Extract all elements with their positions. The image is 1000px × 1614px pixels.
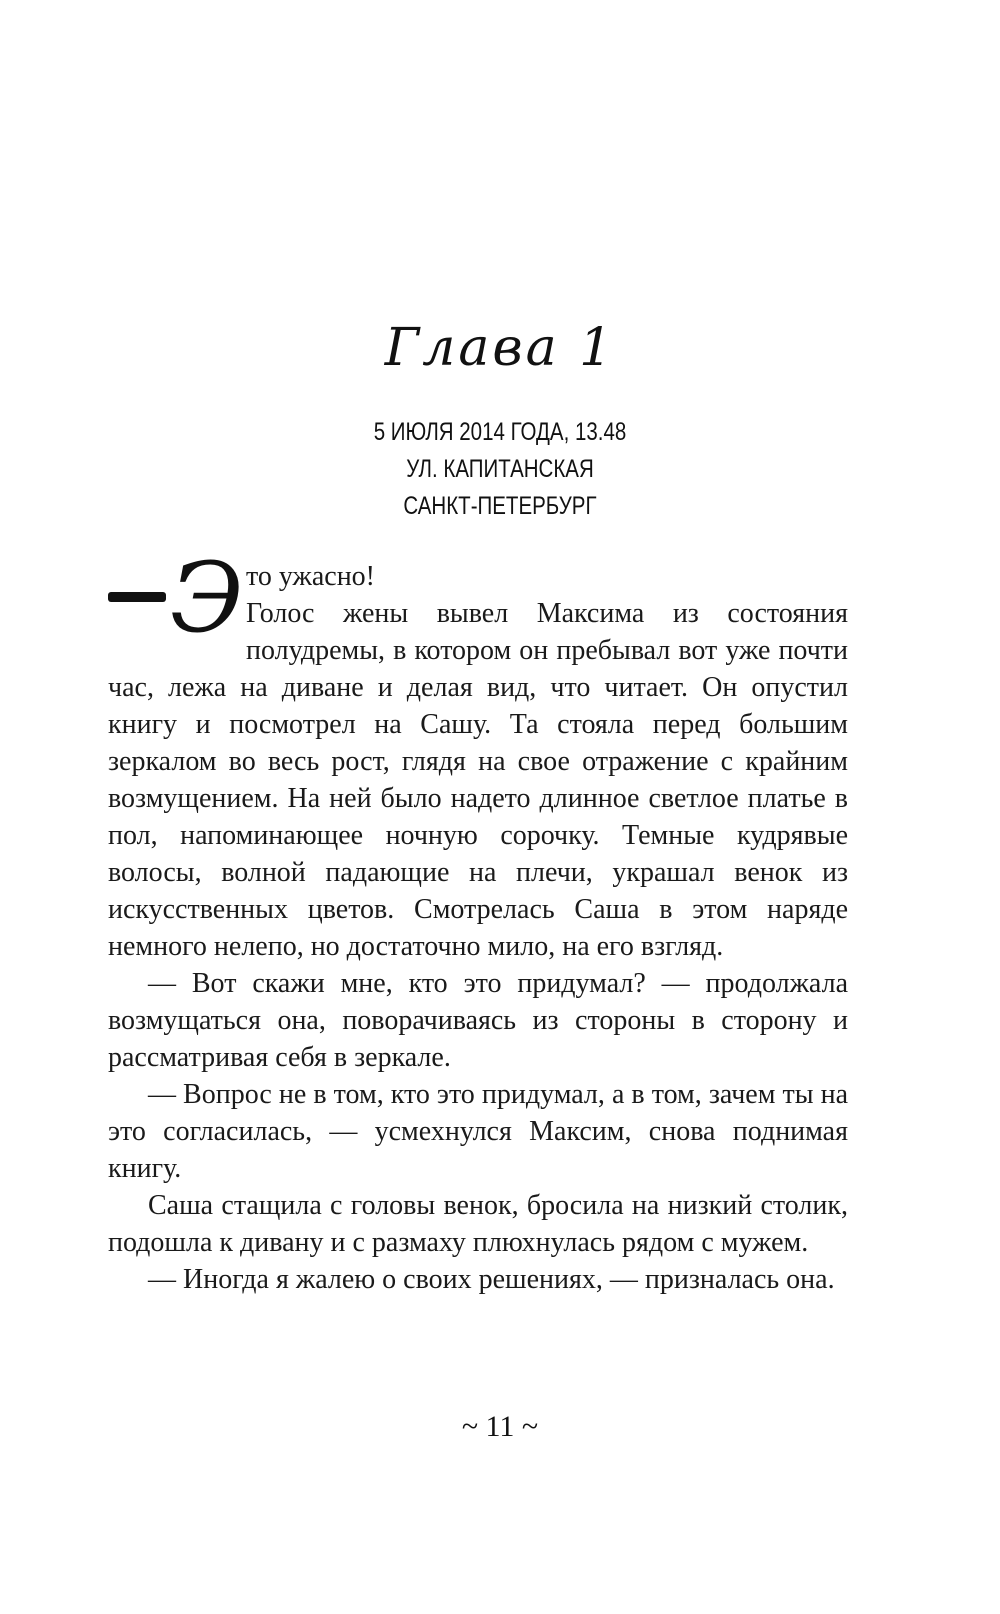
drop-cap [108, 542, 246, 654]
date-line: 5 ИЮЛЯ 2014 ГОДА, 13.48 [373, 418, 627, 446]
drop-cap-letter: Э [170, 542, 244, 654]
drop-cap-dash [108, 592, 166, 602]
paragraph: — Вопрос не в том, кто это придумал, а в том, зачем ты на это согласилась, — усмехнулся Максим, снова поднимая книгу. [108, 1079, 848, 1184]
page-number: ~ 11 ~ [461, 1410, 539, 1443]
chapter-header [90, 414, 910, 525]
paragraph: Голос жены вывел Максима из состояния полудремы, в котором он пребывал вот уже почти час, лежа на диване и делая вид, что читает. Он опустил книгу и посмотрел на Сашу. Та стояла перед большим зеркалом во весь рост, глядя на свое отражение с крайним возмущением. На ней было надето длинное светлое платье в пол, напоминающее ночную сорочку. Темные кудрявые волосы, волной падающие на плечи, украшал венок из искусственных цветов. Смотрелась Саша в этом наряде немного нелепо, но достаточно мило, на его взгляд. [108, 598, 848, 962]
paragraph: — Иногда я жалею о своих решениях, — призналась она. [148, 1264, 835, 1295]
paragraph: Саша стащила с головы венок, бросила на низкий столик, подошла к дивану и с размаху плюхнулась рядом с мужем. [108, 1190, 848, 1258]
chapter-text [108, 542, 848, 1298]
street-line: УЛ. КАПИТАНСКАЯ [406, 455, 594, 483]
city-line: САНКТ-ПЕТЕРБУРГ [403, 492, 597, 520]
chapter-title: Глава 1 [384, 318, 616, 378]
first-line-text: то ужасно! [246, 561, 376, 592]
paragraph: — Вот скажи мне, кто это придумал? — продолжала возмущаться она, поворачиваясь из стороны в сторону и рассматривая себя в зеркале. [108, 968, 848, 1073]
